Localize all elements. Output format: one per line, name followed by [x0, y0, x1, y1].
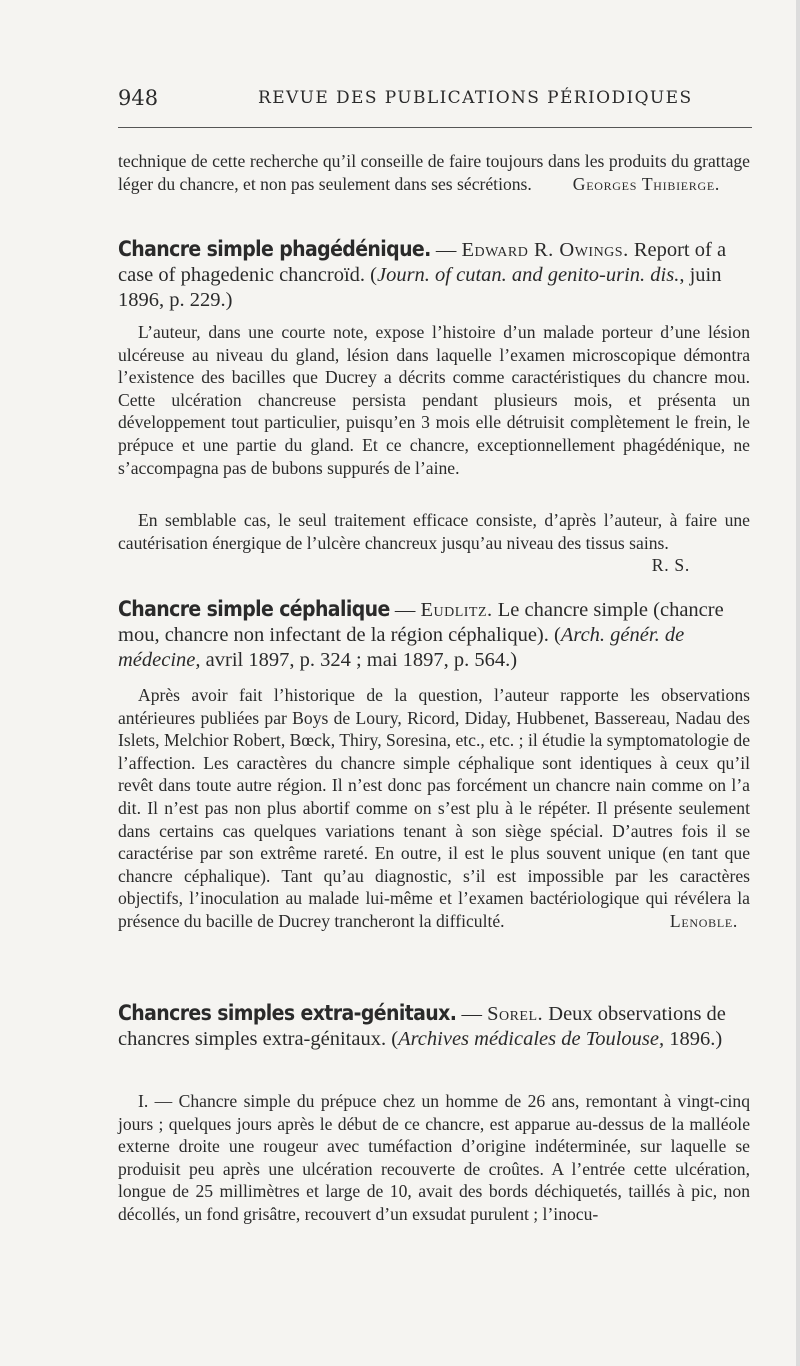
intro-paragraph — [118, 150, 750, 195]
article3-reference — [118, 1001, 750, 1052]
article3-paragraph-1: I. — Chancre simple du prépuce chez un homme de 26 ans, remontant à vingt-cinq jours ; quelques jours après le début de ce chancre, est apparue au-dessus de la malléole externe droite une rougeur avec tuméfaction d’origine indéterminée, sur laquelle se produisit peu après une ulcération recouverte de croûtes. A l’entrée cette ulcération, longue de 25 millimètres et large de 10, avait des bords déchiquetés, taillés à pic, non décollés, un fond grisâtre, recouvert d’un exsudat purulent ; l’inocu- — [118, 1091, 750, 1224]
article1-dash: — — [430, 239, 462, 261]
article1-citation: , juin 1896, p. 229.) — [118, 264, 722, 311]
intro-text: technique de cette recherche qu’il conseille de faire toujours dans les produits du grattage léger du chancre, et non pas seulement dans ses sécrétions. — [118, 151, 750, 194]
article2-signature: Lenoble. — [669, 910, 738, 931]
article3-title: Deux observations de chancres simples extra-génitaux. ( — [118, 1003, 726, 1050]
article2-citation: avril 1897, p. 324 ; mai 1897, p. 564.) — [200, 649, 518, 671]
article3-heading: Chancres simples extra-génitaux. — [118, 1001, 457, 1025]
article1-author: Edward R. Owings. — [461, 239, 629, 261]
article3-journal: Archives médicales de Toulouse, — [398, 1028, 665, 1050]
article2-title: Le chancre simple (chancre mou, chancre non infectant de la région céphalique). ( — [118, 599, 724, 646]
article1-title: Report of a case of phagedenic chancroïd. ( — [118, 239, 727, 286]
article1-paragraph-2-text: En semblable cas, le seul traitement efficace consiste, d’après l’auteur, à faire une cautérisation énergique de l’ulcère chancreux jusqu’au niveau des tissus sains. — [118, 510, 750, 553]
page-header — [118, 86, 750, 122]
article2-author: Eudlitz. — [420, 599, 493, 621]
header-rule — [118, 127, 752, 128]
article2-reference — [118, 597, 750, 673]
article1-signature: R. S. — [651, 555, 690, 576]
article2-paragraph-1 — [118, 684, 750, 933]
article2-journal: Arch. génér. de médecine, — [118, 624, 685, 671]
article1-paragraph-2 — [118, 509, 750, 577]
article1-journal: Journ. of cutan. and genito-urin. dis. — [376, 264, 680, 286]
page-edge — [796, 0, 800, 1366]
page-number: 948 — [118, 86, 159, 110]
article3-citation: 1896.) — [664, 1028, 723, 1050]
article1-paragraph-1: L’auteur, dans une courte note, expose l’histoire d’un malade porteur d’une lésion ulcéreuse au niveau du gland, lésion dans laquelle l’examen microscopique démontra l’existence des bacilles que Ducrey a décrits comme caractéristiques du chancre mou. Cette ulcération chancreuse persista pendant plusieurs mois, et présenta un développement tout particulier, puisqu’en 3 mois elle détruisit complètement le frein, le prépuce et une partie du gland. Et ce chancre, exceptionnellement phagédénique, ne s’accompagna pas de bubons suppurés de l’aine. — [118, 322, 750, 478]
article2-paragraph-1-text: Après avoir fait l’historique de la question, l’auteur rapporte les observations antérieures publiées par Boys de Loury, Ricord, Diday, Hubbenet, Bassereau, Nadau des Islets, Melchior Robert, Bœck, Thiry, Soresina, etc., etc. ; il étudie la symptomatologie de l’affection. Les caractères du chancre simple céphalique sont identiques à ceux qu’il revêt dans toute autre région. Il n’est donc pas forcément un chancre nain comme on l’a dit. Il n’est pas non plus abortif comme on s’est plu à le répéter. Il présente seulement dans certains cas quelques variations tenant à son siège spécial. D’autres fois il se caractérise par son extrême rareté. En outre, il est le plus souvent unique (en tant que chancre céphalique). Tant qu’au diagnostic, s’il est impossible par les caractères objectifs, l’inoculation au malade lui-même et l’examen bactériologique qui révélera la présence du bacille de Ducrey trancheront la difficulté. — [118, 685, 750, 931]
intro-signature: Georges Thibierge. — [572, 173, 720, 194]
article3-author: Sorel. — [487, 1003, 544, 1025]
article1-reference — [118, 237, 750, 313]
article3-dash: — — [456, 1003, 488, 1025]
article2-heading: Chancre simple céphalique — [118, 597, 390, 621]
article2-dash: — — [389, 599, 421, 621]
running-title: REVUE DES PUBLICATIONS PÉRIODIQUES — [258, 88, 693, 108]
article1-heading: Chancre simple phagédénique. — [118, 237, 431, 261]
